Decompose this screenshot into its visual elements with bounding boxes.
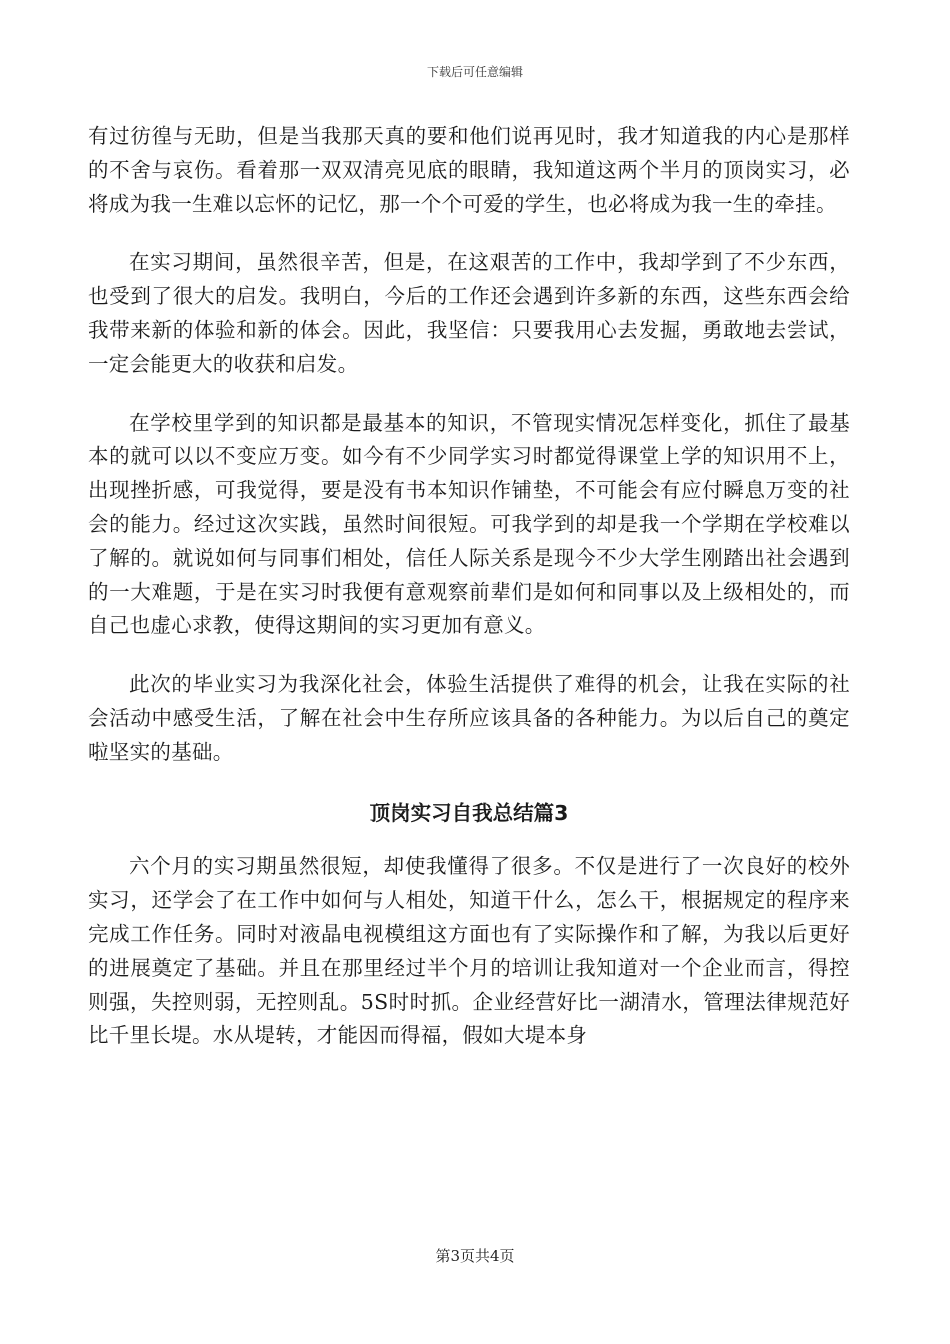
paragraph-six-months: 六个月的实习期虽然很短，却使我懂得了很多。不仅是进行了一次良好的校外实习，还学会了在工作中如何与人相处，知道干什么，怎么干，根据规定的程序来完成工作任务。同时对液晶电视模组这方面也有了实际操作和了解，为我以后更好的进展奠定了基础。并且在那里经过半个月的培训让我知道对一个企业而言，得控则强，失控则弱，无控则乱。5S时时抓。企业经营好比一湖清水，管理法律规范好比千里长堤。水从堤转，才能因而得福，假如大堤本身 bbox=[88, 854, 850, 1048]
page-header: 下载后可任意编辑 bbox=[426, 65, 523, 79]
paragraph-school-knowledge: 在学校里学到的知识都是最基本的知识，不管现实情况怎样变化，抓住了最基本的就可以以不变应万变。如今有不少同学实习时都觉得课堂上学的知识用不上，出现挫折感，可我觉得，要是没有书本知识作铺垫，不可能会有应付瞬息万变的社会的能力。经过这次实践，虽然时间很短。可我学到的却是我一个学期在学校难以了解的。就说如何与同事们相处，信任人际关系是现今不少大学生刚踏出社会遇到的一大难题，于是在实习时我便有意观察前辈们是如何和同事以及上级相处的，而自己也虚心求教，使得这期间的实习更加有意义。 bbox=[88, 410, 850, 638]
document-body bbox=[88, 120, 850, 1053]
page-footer: 第3页共4页 bbox=[435, 1247, 515, 1265]
section-title: 顶岗实习自我总结篇3 bbox=[369, 800, 569, 825]
paragraph-continued: 有过彷徨与无助，但是当我那天真的要和他们说再见时，我才知道我的内心是那样的不舍与哀伤。看着那一双双清亮见底的眼睛，我知道这两个半月的顶岗实习，必将成为我一生难以忘怀的记忆，那一个个可爱的学生，也必将成为我一生的牵挂。 bbox=[88, 124, 850, 216]
paragraph-graduation-internship: 此次的毕业实习为我深化社会，体验生活提供了难得的机会，让我在实际的社会活动中感受生活，了解在社会中生存所应该具备的各种能力。为以后自己的奠定啦坚实的基础。 bbox=[88, 672, 850, 764]
paragraph-internship-period: 在实习期间，虽然很辛苦，但是，在这艰苦的工作中，我却学到了不少东西，也受到了很大的启发。我明白，今后的工作还会遇到许多新的东西，这些东西会给我带来新的体验和新的体会。因此，我坚信：只要我用心去发掘，勇敢地去尝试，一定会能更大的收获和启发。 bbox=[88, 250, 850, 376]
